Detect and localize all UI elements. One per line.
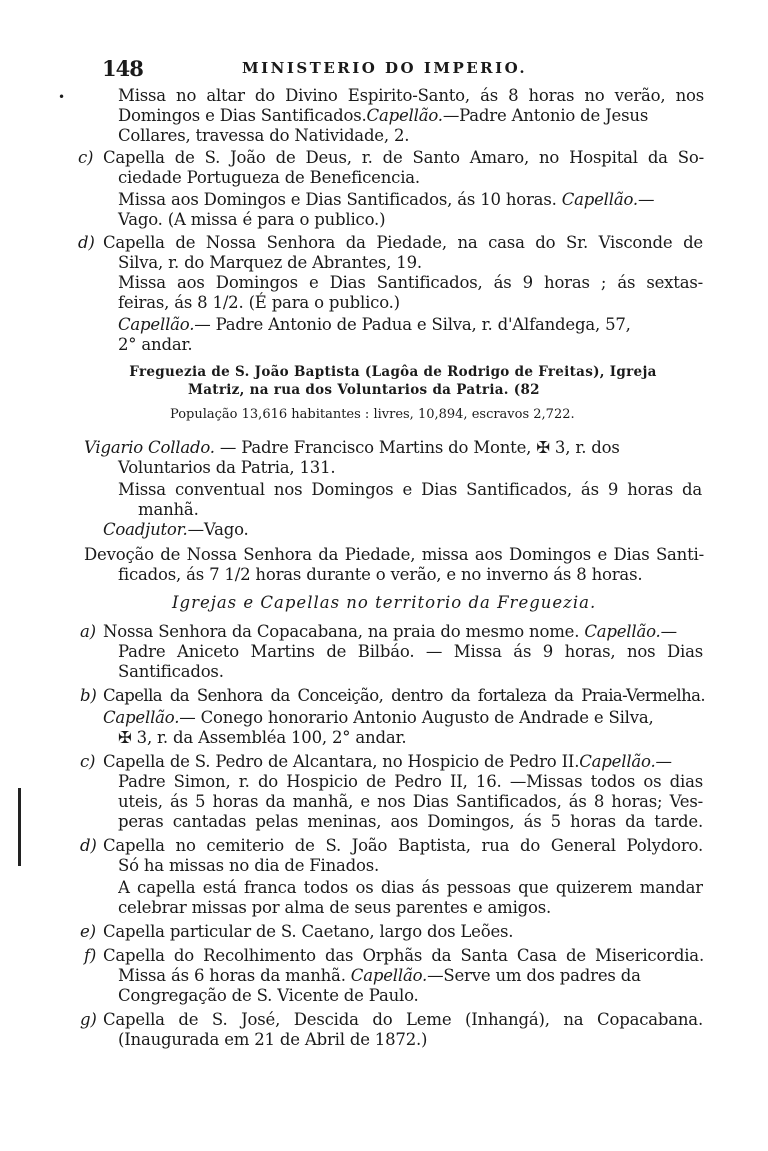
text-line: ciedade Portugueza de Beneficencia. xyxy=(118,168,420,187)
text-line: Domingos e Dias Santificados.Capellão.—Padre Antonio de Jesus xyxy=(118,106,649,125)
item-letter: c) xyxy=(80,752,96,771)
item-letter: b) xyxy=(80,686,97,705)
page-header xyxy=(102,56,702,80)
text-line: uteis, ás 5 horas da manhã, e nos Dias Santificados, ás 8 horas; Ves- xyxy=(118,792,703,811)
text-line: Voluntarios da Patria, 131. xyxy=(118,458,336,477)
population-line: População 13,616 habitantes : livres, 10,894, escravos 2,722. xyxy=(170,407,575,422)
section-heading: Matriz, na rua dos Voluntarios da Patria. (82 xyxy=(188,382,540,398)
section-heading: Freguezia de S. João Baptista (Lagôa de Rodrigo de Freitas), Igreja xyxy=(129,364,657,380)
text-line: Capella particular de S. Caetano, largo dos Leões. xyxy=(103,922,514,941)
text-line: A capella está franca todos os dias ás pessoas que quizerem mandar xyxy=(118,878,703,897)
item-letter: g) xyxy=(80,1010,97,1029)
text-line: ✠ 3, r. da Assembléa 100, 2° andar. xyxy=(118,728,407,747)
text-line: Silva, r. do Marquez de Abrantes, 19. xyxy=(118,253,422,272)
text-line: Missa conventual nos Domingos e Dias Santificados, ás 9 horas da xyxy=(118,480,702,499)
text-line: Capella de S. João de Deus, r. de Santo Amaro, no Hospital da So- xyxy=(103,148,704,167)
text-line: Capella de S. José, Descida do Leme (Inhangá), na Copacabana. xyxy=(103,1010,703,1029)
text-line: Missa aos Domingos e Dias Santificados, ás 10 horas. Capellão.— xyxy=(118,190,655,209)
text-line: Capellão.— Conego honorario Antonio Augusto de Andrade e Silva, xyxy=(103,708,654,727)
text-line: 2° andar. xyxy=(118,335,193,354)
margin-rule xyxy=(18,788,21,866)
text-line: manhã. xyxy=(138,500,199,519)
text-line: celebrar missas por alma de seus parentes e amigos. xyxy=(118,898,552,917)
text-line: Missa aos Domingos e Dias Santificados, ás 9 horas ; ás sextas- xyxy=(118,273,703,292)
text-line: Capellão.— Padre Antonio de Padua e Silva, r. d'Alfandega, 57, xyxy=(118,315,631,334)
text-line: Capella de S. Pedro de Alcantara, no Hospicio de Pedro II.Capellão.— xyxy=(103,752,672,771)
item-letter: d) xyxy=(78,233,95,252)
text-line: peras cantadas pelas meninas, aos Domingos, ás 5 horas da tarde. xyxy=(118,812,703,831)
text-line: Santificados. xyxy=(118,662,224,681)
text-line: Capella de Nossa Senhora da Piedade, na casa do Sr. Visconde de xyxy=(103,233,703,252)
item-letter: e) xyxy=(80,922,96,941)
text-line: Coadjutor.—Vago. xyxy=(103,520,249,539)
text-line: Padre Aniceto Martins de Bilbáo. — Missa ás 9 horas, nos Dias xyxy=(118,642,703,661)
text-line: Collares, travessa do Natividade, 2. xyxy=(118,126,410,145)
text-line: (Inaugurada em 21 de Abril de 1872.) xyxy=(118,1030,428,1049)
text-line: Missa no altar do Divino Espirito-Santo, ás 8 horas no verão, nos xyxy=(118,86,704,105)
text-line: Só ha missas no dia de Finados. xyxy=(118,856,380,875)
subsection-heading: Igrejas e Capellas no territorio da Freguezia. xyxy=(172,593,597,612)
text-line: Devoção de Nossa Senhora da Piedade, missa aos Domingos e Dias Santi- xyxy=(84,545,704,564)
item-letter: f) xyxy=(84,946,97,965)
text-line: Capella no cemiterio de S. João Baptista, rua do General Polydoro. xyxy=(103,836,703,855)
text-line: Missa ás 6 horas da manhã. Capellão.—Serve um dos padres da xyxy=(118,966,641,985)
text-line: Nossa Senhora da Copacabana, na praia do mesmo nome. Capellão.— xyxy=(103,622,677,641)
item-letter: d) xyxy=(80,836,97,855)
text-line: Capella da Senhora da Conceição, dentro da fortaleza da Praia-Vermelha. xyxy=(103,686,705,705)
page-number: 148 xyxy=(102,56,143,81)
text-line: Vigario Collado. — Padre Francisco Martins do Monte, ✠ 3, r. dos xyxy=(84,438,620,457)
item-letter: a) xyxy=(80,622,96,641)
text-line: Vago. (A missa é para o publico.) xyxy=(118,210,386,229)
margin-bullet: • xyxy=(58,90,66,104)
running-head: MINISTERIO DO IMPERIO. xyxy=(242,59,528,77)
item-letter: c) xyxy=(78,148,94,167)
text-line: ficados, ás 7 1/2 horas durante o verão, e no inverno ás 8 horas. xyxy=(118,565,643,584)
text-line: Padre Simon, r. do Hospicio de Pedro II, 16. —Missas todos os dias xyxy=(118,772,703,791)
text-line: Capella do Recolhimento das Orphãs da Santa Casa de Misericordia. xyxy=(103,946,704,965)
text-line: feiras, ás 8 1/2. (É para o publico.) xyxy=(118,293,400,312)
text-line: Congregação de S. Vicente de Paulo. xyxy=(118,986,419,1005)
